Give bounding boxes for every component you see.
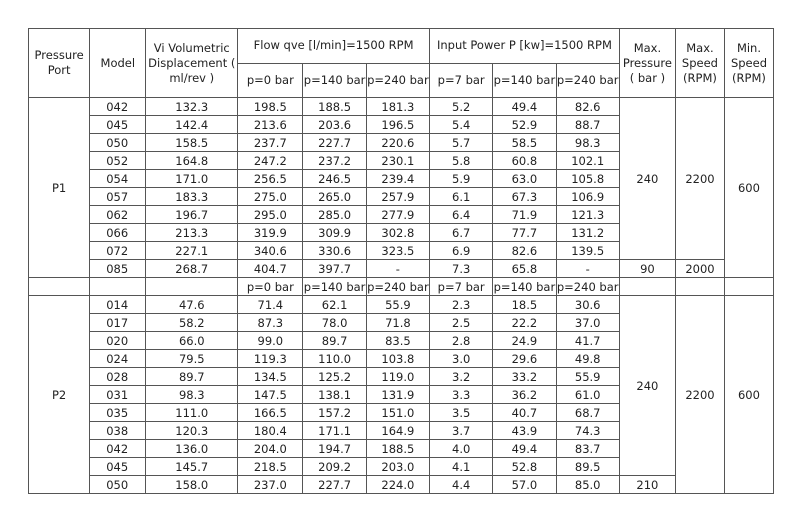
header-flow: Flow qve [l/min]=1500 RPM (238, 29, 430, 64)
cell-displacement: 132.3 (146, 98, 238, 116)
cell-power-p140: 63.0 (493, 170, 556, 188)
cell-flow-p0: 256.5 (238, 170, 303, 188)
separator-cell (29, 278, 90, 296)
cell-flow-p140: 209.2 (303, 458, 366, 476)
cell-displacement: 145.7 (146, 458, 238, 476)
cell-power-p140: 33.2 (493, 368, 556, 386)
cell-flow-p140: 265.0 (303, 188, 366, 206)
cell-flow-p0: 340.6 (238, 242, 303, 260)
cell-flow-p0: 71.4 (238, 296, 303, 314)
cell-power-p240: 41.7 (556, 332, 619, 350)
cell-power-p140: 18.5 (493, 296, 556, 314)
cell-model: 052 (90, 152, 146, 170)
cell-power-p240: 88.7 (556, 116, 619, 134)
header-model: Model (90, 29, 146, 98)
subheader-flow: p=140 bar (303, 279, 366, 294)
cell-power-p7: 7.3 (430, 260, 493, 278)
header-max-speed: Max. Speed (RPM) (675, 29, 724, 98)
max-pressure-cell: 90 (619, 260, 675, 278)
cell-power-p7: 4.1 (430, 458, 493, 476)
cell-power-p7: 2.3 (430, 296, 493, 314)
cell-displacement: 58.2 (146, 314, 238, 332)
cell-power-p140: 40.7 (493, 404, 556, 422)
cell-model: 050 (90, 134, 146, 152)
cell-flow-p240: 323.5 (366, 242, 429, 260)
cell-flow-p140: 188.5 (303, 98, 366, 116)
cell-model: 054 (90, 170, 146, 188)
cell-model: 085 (90, 260, 146, 278)
cell-flow-p0: 213.6 (238, 116, 303, 134)
cell-power-p140: 67.3 (493, 188, 556, 206)
cell-displacement: 66.0 (146, 332, 238, 350)
cell-displacement: 196.7 (146, 206, 238, 224)
cell-power-p240: 55.9 (556, 368, 619, 386)
cell-model: 045 (90, 116, 146, 134)
cell-displacement: 227.1 (146, 242, 238, 260)
table-row (29, 98, 774, 116)
cell-power-p240: 102.1 (556, 152, 619, 170)
cell-displacement: 89.7 (146, 368, 238, 386)
cell-flow-p240: 83.5 (366, 332, 429, 350)
cell-power-p7: 2.5 (430, 314, 493, 332)
cell-power-p7: 3.5 (430, 404, 493, 422)
cell-flow-p140: 237.2 (303, 152, 366, 170)
cell-power-p140: 29.6 (493, 350, 556, 368)
cell-model: 014 (90, 296, 146, 314)
cell-model: 042 (90, 440, 146, 458)
cell-flow-p240: 220.6 (366, 134, 429, 152)
cell-displacement: 120.3 (146, 422, 238, 440)
cell-flow-p0: 147.5 (238, 386, 303, 404)
cell-model: 050 (90, 476, 146, 494)
cell-power-p7: 5.8 (430, 152, 493, 170)
cell-power-p7: 6.4 (430, 206, 493, 224)
cell-flow-p240: 224.0 (366, 476, 429, 494)
cell-flow-p140: 309.9 (303, 224, 366, 242)
cell-flow-p0: 295.0 (238, 206, 303, 224)
cell-flow-p140: 330.6 (303, 242, 366, 260)
cell-model: 020 (90, 332, 146, 350)
cell-model: 028 (90, 368, 146, 386)
cell-displacement: 111.0 (146, 404, 238, 422)
subheader-power-p140: p=140 bar (493, 63, 556, 98)
cell-power-p140: 71.9 (493, 206, 556, 224)
subheader-flow-p0: p=0 bar (238, 63, 303, 98)
cell-flow-p0: 275.0 (238, 188, 303, 206)
separator-cell (146, 278, 238, 296)
separator-cell (675, 278, 724, 296)
cell-power-p140: 52.8 (493, 458, 556, 476)
cell-flow-p0: 218.5 (238, 458, 303, 476)
cell-displacement: 79.5 (146, 350, 238, 368)
header-row (29, 29, 774, 64)
cell-power-p140: 77.7 (493, 224, 556, 242)
cell-flow-p140: 227.7 (303, 134, 366, 152)
cell-flow-p0: 119.3 (238, 350, 303, 368)
max-speed-cell: 2200 (675, 296, 724, 494)
cell-power-p7: 2.8 (430, 332, 493, 350)
cell-flow-p140: 285.0 (303, 206, 366, 224)
cell-power-p7: 3.3 (430, 386, 493, 404)
cell-flow-p240: - (366, 260, 429, 278)
cell-flow-p0: 99.0 (238, 332, 303, 350)
cell-power-p240: 131.2 (556, 224, 619, 242)
cell-flow-p0: 204.0 (238, 440, 303, 458)
cell-flow-p140: 138.1 (303, 386, 366, 404)
cell-flow-p140: 89.7 (303, 332, 366, 350)
cell-power-p7: 3.7 (430, 422, 493, 440)
cell-power-p240: 83.7 (556, 440, 619, 458)
cell-power-p240: 139.5 (556, 242, 619, 260)
cell-displacement: 158.0 (146, 476, 238, 494)
cell-flow-p140: 246.5 (303, 170, 366, 188)
separator-cell (724, 278, 773, 296)
cell-power-p7: 6.7 (430, 224, 493, 242)
cell-model: 024 (90, 350, 146, 368)
cell-model: 066 (90, 224, 146, 242)
cell-power-p240: 98.3 (556, 134, 619, 152)
cell-flow-p240: 164.9 (366, 422, 429, 440)
max-speed-cell: 2000 (675, 260, 724, 278)
subheader-flow: p=0 bar (238, 278, 303, 296)
cell-model: 042 (90, 98, 146, 116)
cell-displacement: 183.3 (146, 188, 238, 206)
cell-power-p7: 5.2 (430, 98, 493, 116)
separator-cell (90, 278, 146, 296)
cell-flow-p240: 151.0 (366, 404, 429, 422)
cell-flow-p240: 131.9 (366, 386, 429, 404)
cell-power-p140: 49.4 (493, 98, 556, 116)
cell-flow-p140: 125.2 (303, 368, 366, 386)
cell-power-p7: 6.1 (430, 188, 493, 206)
cell-flow-p140: 227.7 (303, 476, 366, 494)
subheader-flow-p140: p=140 bar (303, 63, 366, 98)
cell-flow-p240: 230.1 (366, 152, 429, 170)
cell-displacement: 98.3 (146, 386, 238, 404)
cell-flow-p140: 203.6 (303, 116, 366, 134)
cell-power-p240: 68.7 (556, 404, 619, 422)
cell-flow-p0: 180.4 (238, 422, 303, 440)
cell-power-p7: 3.2 (430, 368, 493, 386)
cell-flow-p140: 194.7 (303, 440, 366, 458)
max-speed-cell: 2200 (675, 98, 724, 260)
cell-flow-p240: 71.8 (366, 314, 429, 332)
cell-power-p240: 106.9 (556, 188, 619, 206)
cell-power-p240: 82.6 (556, 98, 619, 116)
cell-power-p240: 89.5 (556, 458, 619, 476)
cell-power-p240: 105.8 (556, 170, 619, 188)
cell-flow-p0: 319.9 (238, 224, 303, 242)
header-min-speed: Min. Speed (RPM) (724, 29, 773, 98)
table-row (29, 260, 774, 278)
cell-power-p140: 65.8 (493, 260, 556, 278)
cell-power-p240: 74.3 (556, 422, 619, 440)
subheader-power-p7: p=7 bar (430, 63, 493, 98)
table-row (29, 476, 774, 494)
cell-power-p140: 82.6 (493, 242, 556, 260)
cell-power-p140: 24.9 (493, 332, 556, 350)
cell-power-p140: 49.4 (493, 440, 556, 458)
cell-flow-p0: 237.0 (238, 476, 303, 494)
cell-power-p7: 4.0 (430, 440, 493, 458)
cell-flow-p240: 239.4 (366, 170, 429, 188)
header-max-pressure: Max. Pressure ( bar ) (619, 29, 675, 98)
subheader-power: p=140 bar (493, 279, 556, 294)
cell-displacement: 213.3 (146, 224, 238, 242)
cell-power-p240: 121.3 (556, 206, 619, 224)
cell-power-p240: 85.0 (556, 476, 619, 494)
cell-flow-p0: 166.5 (238, 404, 303, 422)
cell-displacement: 164.8 (146, 152, 238, 170)
pressure-port-cell: P1 (29, 98, 90, 278)
cell-flow-p140: 157.2 (303, 404, 366, 422)
pressure-port-cell: P2 (29, 296, 90, 494)
cell-power-p140: 43.9 (493, 422, 556, 440)
cell-displacement: 136.0 (146, 440, 238, 458)
cell-power-p140: 57.0 (493, 476, 556, 494)
cell-model: 031 (90, 386, 146, 404)
cell-flow-p0: 198.5 (238, 98, 303, 116)
separator-cell (619, 278, 675, 296)
pump-spec-table-wrapper (28, 28, 774, 494)
cell-displacement: 268.7 (146, 260, 238, 278)
cell-flow-p240: 188.5 (366, 440, 429, 458)
cell-power-p240: 30.6 (556, 296, 619, 314)
cell-flow-p240: 203.0 (366, 458, 429, 476)
cell-power-p140: 22.2 (493, 314, 556, 332)
subheader-row-repeat (29, 278, 774, 296)
cell-model: 062 (90, 206, 146, 224)
cell-displacement: 142.4 (146, 116, 238, 134)
cell-power-p240: 37.0 (556, 314, 619, 332)
cell-power-p7: 3.0 (430, 350, 493, 368)
min-speed-cell: 600 (724, 98, 773, 278)
subheader-flow: p=240 bar (367, 279, 429, 294)
cell-power-p240: 49.8 (556, 350, 619, 368)
cell-model: 045 (90, 458, 146, 476)
subheader-power-p240: p=240 bar (556, 63, 619, 98)
max-pressure-cell: 240 (619, 296, 675, 476)
cell-flow-p140: 397.7 (303, 260, 366, 278)
cell-model: 017 (90, 314, 146, 332)
cell-displacement: 158.5 (146, 134, 238, 152)
max-pressure-cell: 210 (619, 476, 675, 494)
cell-model: 072 (90, 242, 146, 260)
header-power: Input Power P [kw]=1500 RPM (430, 29, 620, 64)
cell-flow-p0: 247.2 (238, 152, 303, 170)
cell-flow-p0: 134.5 (238, 368, 303, 386)
pump-spec-table (28, 28, 774, 494)
cell-power-p240: 61.0 (556, 386, 619, 404)
subheader-power: p=240 bar (556, 279, 619, 294)
cell-flow-p140: 171.1 (303, 422, 366, 440)
cell-model: 035 (90, 404, 146, 422)
cell-flow-p240: 119.0 (366, 368, 429, 386)
cell-flow-p140: 78.0 (303, 314, 366, 332)
cell-flow-p240: 257.9 (366, 188, 429, 206)
cell-displacement: 47.6 (146, 296, 238, 314)
cell-power-p240: - (556, 260, 619, 278)
cell-power-p7: 5.7 (430, 134, 493, 152)
cell-power-p7: 5.4 (430, 116, 493, 134)
cell-flow-p0: 237.7 (238, 134, 303, 152)
cell-flow-p240: 196.5 (366, 116, 429, 134)
subheader-power: p=7 bar (430, 278, 493, 296)
cell-flow-p240: 302.8 (366, 224, 429, 242)
cell-flow-p240: 103.8 (366, 350, 429, 368)
cell-flow-p240: 277.9 (366, 206, 429, 224)
cell-flow-p0: 87.3 (238, 314, 303, 332)
cell-model: 038 (90, 422, 146, 440)
subheader-flow-p240: p=240 bar (366, 63, 429, 98)
cell-power-p140: 58.5 (493, 134, 556, 152)
cell-power-p7: 6.9 (430, 242, 493, 260)
cell-power-p7: 5.9 (430, 170, 493, 188)
table-row (29, 296, 774, 314)
cell-power-p140: 60.8 (493, 152, 556, 170)
min-speed-cell: 600 (724, 296, 773, 494)
header-displacement: Vi Volumetric Displacement ( ml/rev ) (146, 29, 238, 98)
cell-model: 057 (90, 188, 146, 206)
cell-power-p140: 52.9 (493, 116, 556, 134)
cell-flow-p240: 55.9 (366, 296, 429, 314)
cell-power-p7: 4.4 (430, 476, 493, 494)
max-pressure-cell: 240 (619, 98, 675, 260)
header-pressure-port: Pressure Port (29, 29, 90, 98)
cell-power-p140: 36.2 (493, 386, 556, 404)
cell-flow-p0: 404.7 (238, 260, 303, 278)
cell-flow-p140: 110.0 (303, 350, 366, 368)
cell-displacement: 171.0 (146, 170, 238, 188)
cell-flow-p140: 62.1 (303, 296, 366, 314)
cell-flow-p240: 181.3 (366, 98, 429, 116)
